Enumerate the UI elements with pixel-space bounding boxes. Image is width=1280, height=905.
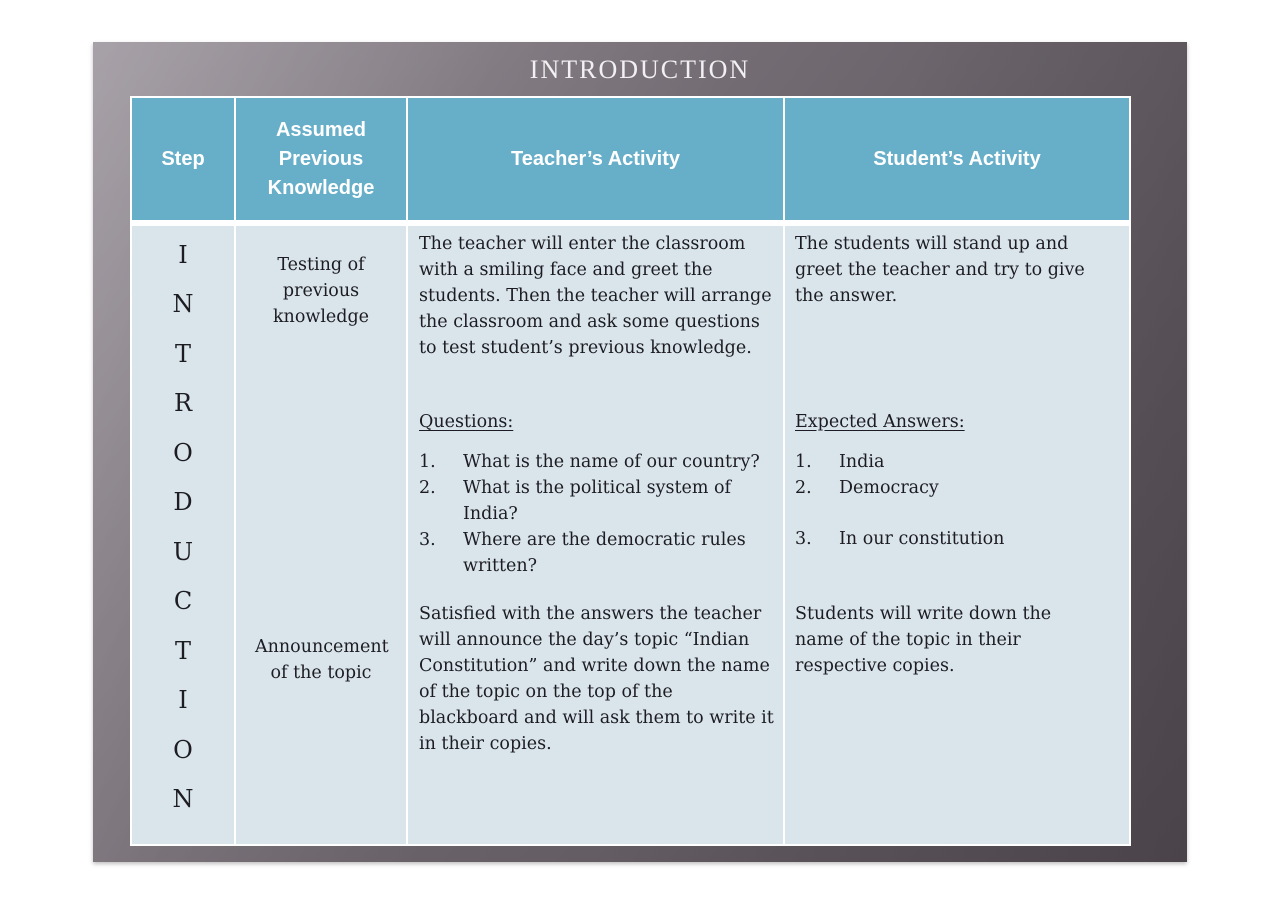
answer-item: In our constitution (839, 529, 1005, 549)
question-item: What is the political system of India? (463, 478, 732, 524)
teacher-paragraph-announcement: Satisfied with the answers the teacher will announce the day’s topic “Indian Constitution” and write down the name of the topic on the top of the blackboard and will ask them to write it in their copies. (419, 604, 774, 754)
student-paragraph-intro: The students will stand up and greet the teacher and try to give the answer. (795, 234, 1085, 306)
step-letter: O (173, 735, 193, 764)
student-paragraph-write-topic: Students will write down the name of the topic in their respective copies. (795, 604, 1052, 676)
knowledge-item-testing: Testing of previous knowledge (272, 255, 370, 327)
teacher-paragraph-intro: The teacher will enter the classroom with a smiling face and greet the students. Then the teacher will arrange the classroom and ask some questions to test student’s previous knowledge. (419, 234, 772, 358)
presentation-slide (93, 42, 1187, 862)
column-header-assumed-previous-knowledge (236, 98, 406, 220)
question-item: Where are the democratic rules written? (463, 530, 746, 576)
step-letter: T (174, 339, 191, 368)
assumed-knowledge-cell (236, 226, 406, 844)
step-cell (132, 226, 234, 844)
slide-title: INTRODUCTION (529, 55, 751, 84)
students-activity-cell (785, 226, 1129, 844)
step-letter: D (173, 488, 193, 517)
answer-item: Democracy (839, 478, 939, 498)
lesson-plan-table (130, 96, 1131, 846)
expected-answers-heading: Expected Answers: (795, 412, 965, 432)
step-letter: C (173, 587, 193, 616)
step-letter: I (178, 686, 188, 715)
column-header-label: Assumed Previous Knowledge (267, 118, 375, 199)
answer-item: India (839, 452, 885, 472)
column-header-students-activity (785, 98, 1129, 220)
questions-heading: Questions: (419, 412, 514, 432)
questions-list (419, 449, 774, 579)
column-header-label: Step (161, 147, 205, 170)
teachers-activity-cell (408, 226, 783, 844)
expected-answers-list (795, 449, 1105, 552)
question-item: What is the name of our country? (463, 452, 760, 472)
column-header-label: Student’s Activity (873, 147, 1041, 170)
knowledge-item-announcement: Announcement of the topic (255, 637, 389, 683)
step-letter: I (178, 241, 188, 269)
column-header-label: Teacher’s Activity (511, 147, 680, 170)
step-letter: R (173, 389, 193, 418)
column-header-step (132, 98, 234, 220)
column-header-teachers-activity (408, 98, 783, 220)
step-letter: T (174, 636, 191, 665)
step-letter: N (172, 784, 194, 813)
step-letter: O (173, 438, 193, 467)
step-letter: U (172, 537, 194, 566)
step-letter: N (172, 290, 194, 319)
